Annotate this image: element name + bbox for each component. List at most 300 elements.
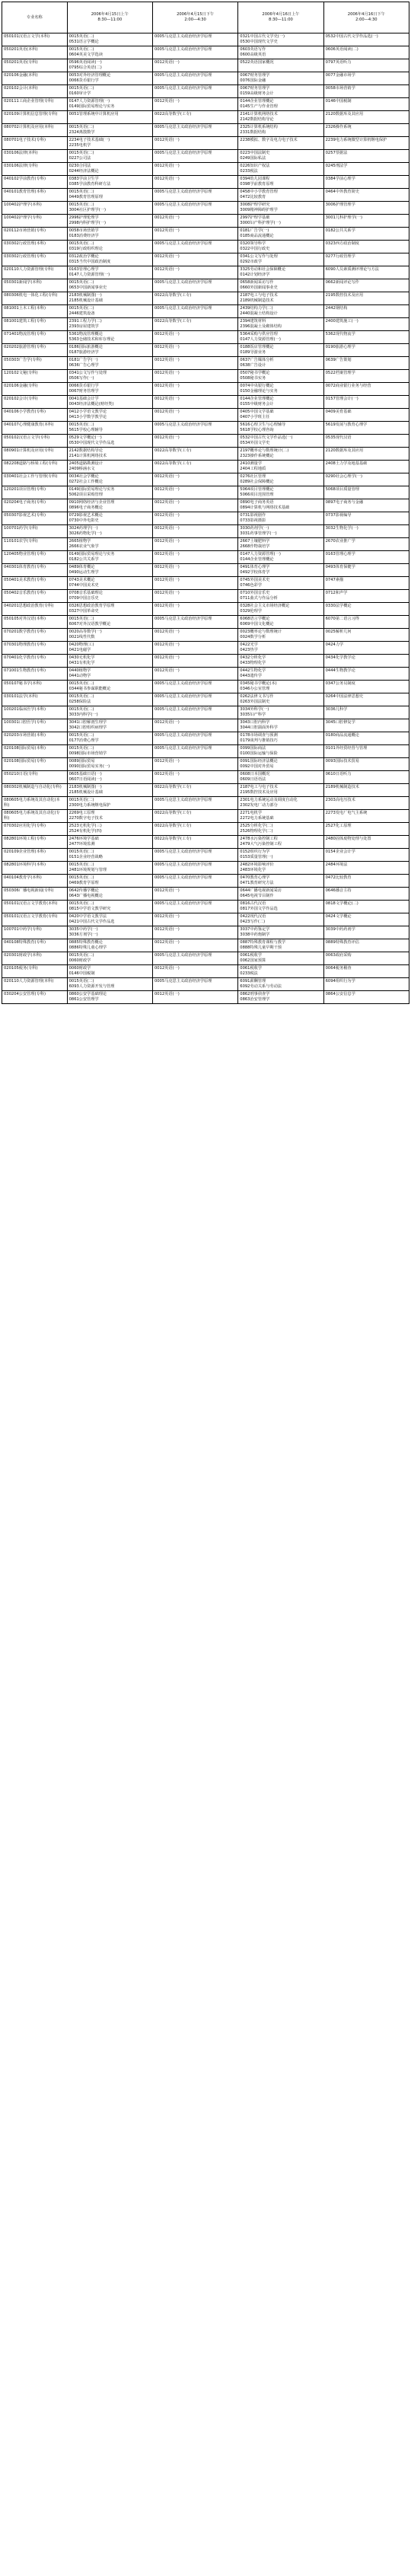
exam-course-cell: 0005马克思主义政治经济学原理 bbox=[152, 693, 237, 706]
table-row bbox=[2, 85, 409, 98]
exam-course-cell: 3030药剂学(一) 3031药事管理学(一) bbox=[238, 525, 323, 538]
exam-course-cell: 0444生物教学论 bbox=[323, 668, 409, 681]
major-name-cell: 030101法学(本科) bbox=[2, 693, 68, 706]
table-row bbox=[2, 693, 409, 706]
exam-course-cell: 0015英语(二) 0177消费心理学 bbox=[67, 732, 152, 745]
exam-course-cell: 2120数据库及其应用 bbox=[323, 448, 409, 461]
exam-course-cell: 0321中国古代文学史(一) 0530中国现代文学史 bbox=[238, 33, 323, 46]
exam-course-cell: 0015英语(二) 0060财政学 bbox=[67, 952, 152, 965]
exam-course-cell: 0022高等数学(工专) bbox=[152, 292, 237, 305]
exam-schedule-sheet bbox=[2, 2, 409, 1004]
exam-course-cell: 0022高等数学(工专) bbox=[152, 810, 237, 823]
exam-course-cell: 0012英语(一) bbox=[152, 939, 237, 952]
exam-course-cell: 0464中外教育简史 bbox=[323, 189, 409, 202]
exam-course-cell: 0440植物学 0441动物学 bbox=[67, 668, 152, 681]
exam-course-cell: 0058市场营销学 0183消费经济学 bbox=[67, 228, 152, 241]
exam-course-cell: 0022高等数学(工专) bbox=[152, 461, 237, 473]
table-row bbox=[2, 771, 409, 784]
major-name-cell: 050201英语(专科) bbox=[2, 59, 68, 72]
major-name-cell: 030106法律(本科) bbox=[2, 150, 68, 163]
exam-course-cell: 0147人力资源管理(一) 0149国际贸易理论与实务 bbox=[67, 98, 152, 111]
exam-course-cell: 2482环境影响评价 2483环境化学 bbox=[238, 862, 323, 875]
exam-course-cell: 0710外国音乐史 0711曲式与作品分析 bbox=[238, 590, 323, 603]
exam-course-cell: 2142数据结构导论 2141计算机网络技术 bbox=[67, 448, 152, 461]
major-name-cell: 050201英语(本科) bbox=[2, 46, 68, 59]
major-name-cell: 030106法律(专科) bbox=[2, 163, 68, 176]
exam-course-cell: 3325劳动和社会保障概论 0142计划经济学 bbox=[238, 266, 323, 279]
exam-course-cell: 6090人员素质测评理论与方法 bbox=[323, 266, 409, 279]
exam-course-cell: 0320领导科学 0322中国行政史 bbox=[238, 241, 323, 253]
table-row bbox=[2, 215, 409, 228]
major-name-cell: 100402护理学(本科) bbox=[2, 202, 68, 215]
exam-course-cell: 0015英语(二) 0227公司法 bbox=[67, 150, 152, 163]
exam-course-cell: 0005马克思主义政治经济学原理 bbox=[152, 241, 237, 253]
exam-course-cell: 0051管理系统中计算机应用 bbox=[67, 111, 152, 124]
exam-course-cell: 5361物流管理概论 5363仓储技术和库存理论 bbox=[67, 331, 152, 344]
exam-course-cell: 0330法学概论 bbox=[323, 603, 409, 616]
table-row bbox=[2, 473, 409, 486]
exam-course-cell: 0015英语(二) 3004社区护理学(一) bbox=[67, 202, 152, 215]
major-name-cell: 050306广播电视新闻(专科) bbox=[2, 888, 68, 901]
exam-course-cell: 0012英语(一) bbox=[152, 888, 237, 901]
exam-course-cell: 0012英语(一) bbox=[152, 629, 237, 642]
exam-course-cell: 0093国际技术贸易 bbox=[323, 758, 409, 771]
exam-course-cell: 0605基础日语(一) 0607日语阅读(一) bbox=[67, 771, 152, 784]
exam-course-cell: 2271电机学 2272电力系统基础 bbox=[238, 810, 323, 823]
major-name-cell: 020202旅游管理(专科) bbox=[2, 344, 68, 357]
exam-course-cell: 0074中央银行概论 0150金融理论与实务 bbox=[238, 383, 323, 396]
table-row bbox=[2, 357, 409, 370]
table-row bbox=[2, 706, 409, 719]
exam-course-cell: 0012英语(一) bbox=[152, 603, 237, 616]
table-row bbox=[2, 978, 409, 991]
exam-course-cell: 2527化工原理 bbox=[323, 823, 409, 836]
table-row bbox=[2, 59, 409, 72]
major-name-cell: 030302行政管理(本科) bbox=[2, 241, 68, 253]
major-name-cell: 050303广告学(专科) bbox=[2, 357, 68, 370]
exam-course-cell: 0816古代汉语 0817外国文学作品选 bbox=[238, 901, 323, 913]
exam-course-cell: 3036儿科学 bbox=[323, 706, 409, 719]
exam-course-cell: 2325计算机系统结构 2331数据结构 bbox=[238, 124, 323, 137]
exam-course-cell: 2234电子技术基础(一) 2235电机学 bbox=[67, 137, 152, 150]
exam-course-cell: 0326思想政治教育学原理 0327中国革命史 bbox=[67, 603, 152, 616]
exam-course-cell: 2996护理伦理学 2998内科护理学(一) bbox=[67, 215, 152, 228]
exam-course-cell: 0532中国古代文学作品选(一) 0534外国文学史 bbox=[238, 435, 323, 448]
exam-course-cell: 0424力学 bbox=[323, 642, 409, 655]
exam-course-cell: 0743美术概论 0744中国美术史 bbox=[67, 577, 152, 590]
exam-course-cell: 0149国际贸易理论与实务 0182公共关系学 bbox=[67, 551, 152, 564]
exam-course-cell: 0712和声学 bbox=[323, 590, 409, 603]
major-name-cell: 050301新闻学(本科) bbox=[2, 279, 68, 292]
exam-course-cell: 0015英语(二) 5615学校心理辅导 bbox=[67, 422, 152, 435]
table-row bbox=[2, 629, 409, 642]
exam-course-cell: 0190旅游心理学 bbox=[323, 344, 409, 357]
table-row bbox=[2, 124, 409, 137]
exam-course-cell: 0146中国税制 bbox=[323, 98, 409, 111]
major-name-cell: 050101汉语言文学教育(本科) bbox=[2, 901, 68, 913]
exam-course-cell: 0277行政管理学 bbox=[323, 253, 409, 266]
exam-course-cell: 0507秘书学概论 0508秘书实务 bbox=[238, 370, 323, 383]
exam-course-cell: 0347公务员制度 bbox=[323, 681, 409, 693]
table-row bbox=[2, 344, 409, 357]
table-row bbox=[2, 926, 409, 939]
major-name-cell: 070201数学教育(专科) bbox=[2, 629, 68, 642]
exam-course-cell: 0422现代汉语 0423写作(二) bbox=[238, 913, 323, 926]
exam-course-cell: 2525分析化学(二) 2526物理化学(二) bbox=[238, 823, 323, 836]
exam-course-cell: 0603英语写作 0600高级英语 bbox=[238, 46, 323, 59]
table-row bbox=[2, 888, 409, 901]
exam-course-cell: 0522档案管理学 bbox=[323, 370, 409, 383]
exam-course-cell: 2301电力系统远动及调度自动化 2302发电厂动力部分 bbox=[238, 797, 323, 810]
exam-course-cell: 0144企业管理概论 0145生产与作业管理 bbox=[238, 98, 323, 111]
table-row bbox=[2, 383, 409, 396]
major-name-cell: 040301体育教育(专科) bbox=[2, 564, 68, 577]
exam-course-cell: 2391工程力学(二) 2393房屋建筑学 bbox=[67, 318, 152, 331]
table-row bbox=[2, 538, 409, 551]
table-row bbox=[2, 719, 409, 732]
table-row bbox=[2, 642, 409, 655]
major-name-cell: 081001土木工程(本科) bbox=[2, 305, 68, 318]
exam-course-cell: 0067财务管理学 0159高级财务会计 bbox=[238, 85, 323, 98]
exam-course-cell: 0060财政学 0146中国税制 bbox=[67, 965, 152, 978]
exam-course-cell: 0015英语(二) 0319行政组织理论 bbox=[67, 241, 152, 253]
exam-course-cell: 0747素描 bbox=[323, 577, 409, 590]
major-name-cell: 020112市场营销(专科) bbox=[2, 228, 68, 241]
exam-course-cell: 0897电子商务与金融 bbox=[323, 499, 409, 512]
exam-course-cell: 0430无机化学 0431有机化学 bbox=[67, 655, 152, 668]
major-name-cell: 080901计算机及应用(专科) bbox=[2, 448, 68, 461]
exam-schedule-table bbox=[2, 2, 409, 1004]
table-row bbox=[2, 836, 409, 849]
exam-course-cell: 0262法律文书写作 0263外国法制史 bbox=[238, 693, 323, 706]
exam-course-cell: 0731影视剧作 0733影视摄影 bbox=[238, 512, 323, 525]
exam-course-cell: 0005马克思主义政治经济学原理 bbox=[152, 849, 237, 862]
exam-course-cell: 0860公安学基础理论 0861公安管理学 bbox=[67, 991, 152, 1004]
major-name-cell: 020204电子商务(专科) bbox=[2, 499, 68, 512]
major-name-cell: 040106小学教育(专科) bbox=[2, 409, 68, 422]
exam-course-cell: 3037中药鉴定学 3038中药炮制学 bbox=[238, 926, 323, 939]
exam-course-cell: 0005马克思主义政治经济学原理 bbox=[152, 422, 237, 435]
header-session-2: 2006年4月15日下午 2:00—4:30 bbox=[152, 2, 237, 33]
exam-course-cell: 3001儿科护理学(一) bbox=[323, 215, 409, 228]
major-name-cell: 050210日语(专科) bbox=[2, 771, 68, 784]
exam-course-cell: 0157管理会计(一) bbox=[323, 396, 409, 409]
exam-course-cell: 2269电工原理 2270数字电子技术 bbox=[67, 810, 152, 823]
exam-course-cell: 3041口腔解剖生理学 3042口腔组织病理学 bbox=[67, 719, 152, 732]
exam-course-cell: 2400建筑施工(一) bbox=[323, 318, 409, 331]
exam-course-cell: 2303高电压技术 bbox=[323, 797, 409, 810]
exam-course-cell: 0015英语(二) 0469教育学原理 bbox=[67, 875, 152, 888]
exam-course-cell: 0015英语(二) 0344秘书参谋职能概论 bbox=[67, 681, 152, 693]
exam-course-cell: 0012英语(一) bbox=[152, 215, 237, 228]
exam-course-cell: 2670农业推广学 bbox=[323, 538, 409, 551]
exam-course-cell: 0089国际贸易 0090国际贸易实务(一) bbox=[67, 758, 152, 771]
exam-course-cell: 0015英语(二) 0160审计学 bbox=[67, 85, 152, 98]
major-name-cell: 020108国际贸易(本科) bbox=[2, 745, 68, 758]
table-row bbox=[2, 810, 409, 823]
table-row bbox=[2, 681, 409, 693]
exam-course-cell: 3032生物化学(一) bbox=[323, 525, 409, 538]
exam-course-cell: 3006护理管理学 bbox=[323, 202, 409, 215]
exam-course-cell: 6070第二语言习得 bbox=[323, 616, 409, 629]
exam-course-cell: 0015英语(二) 2300电力系统继电保护 bbox=[67, 797, 152, 810]
exam-course-cell: 3045口腔修复学 bbox=[323, 719, 409, 732]
exam-course-cell: 0005马克思主义政治经济学原理 bbox=[152, 616, 237, 629]
table-row bbox=[2, 551, 409, 564]
major-name-cell: 020110人力资源管理(本科) bbox=[2, 978, 68, 991]
table-row bbox=[2, 952, 409, 965]
exam-course-cell: 0290社会心理学(一) bbox=[323, 473, 409, 486]
major-name-cell: 100301口腔医学(专科) bbox=[2, 719, 68, 732]
header-session-3: 2006年4月16日上午 8:30—11:00 bbox=[238, 2, 323, 33]
exam-course-cell: 0864公安信息学 bbox=[323, 991, 409, 1004]
exam-course-cell: 0015英语(二) 0258保险法 bbox=[67, 693, 152, 706]
table-row bbox=[2, 266, 409, 279]
table-row bbox=[2, 939, 409, 952]
exam-course-cell: 0662新闻评论写作 bbox=[323, 279, 409, 292]
major-name-cell: 080701电子技术(专科) bbox=[2, 137, 68, 150]
exam-course-cell: 2183机械制图(一) 2185机械设计基础 bbox=[67, 784, 152, 797]
major-name-cell: 050102汉语言文学(专科) bbox=[2, 435, 68, 448]
exam-course-cell: 2187电工与电子技术 2189机械制造技术 bbox=[238, 292, 323, 305]
exam-course-cell: 0012英语(一) bbox=[152, 473, 237, 486]
table-row bbox=[2, 875, 409, 888]
table-header-row bbox=[2, 2, 409, 33]
table-row bbox=[2, 461, 409, 473]
exam-course-cell: 0005马克思主义政治经济学原理 bbox=[152, 189, 237, 202]
header-session-1: 2006年4月15日上午 8:30—11:00 bbox=[67, 2, 152, 33]
exam-course-cell: 5616心理卫生与心理辅导 5618学校心理咨询 bbox=[238, 422, 323, 435]
major-name-cell: 020203市场营销(本科) bbox=[2, 732, 68, 745]
major-name-cell: 020102会计(本科) bbox=[2, 85, 68, 98]
exam-course-cell: 0394幼儿园课程 0398学前教育原理 bbox=[238, 176, 323, 189]
table-row bbox=[2, 745, 409, 758]
major-name-cell: 120201项目管理(专科) bbox=[2, 486, 68, 499]
table-row bbox=[2, 305, 409, 318]
exam-course-cell: 0012英语(一) bbox=[152, 383, 237, 396]
major-name-cell: 030204公安管理(专科) bbox=[2, 991, 68, 1004]
exam-course-cell: 0012英语(一) bbox=[152, 525, 237, 538]
exam-course-cell: 0022高等数学(工专) bbox=[152, 836, 237, 849]
exam-course-cell: 0012英语(一) bbox=[152, 590, 237, 603]
major-name-cell: 100402护理学(专科) bbox=[2, 215, 68, 228]
exam-course-cell: 2141计算机网络技术 2142数据结构导论 bbox=[238, 111, 323, 124]
exam-course-cell: 0012英语(一) bbox=[152, 642, 237, 655]
exam-course-cell: 3039中药药剂学 bbox=[323, 926, 409, 939]
exam-course-cell: 0025解析几何 bbox=[323, 629, 409, 642]
exam-course-cell: 0012英语(一) bbox=[152, 926, 237, 939]
exam-course-cell: 0005马克思主义政治经济学原理 bbox=[152, 875, 237, 888]
major-name-cell: 082208道路与桥梁工程(专科) bbox=[2, 461, 68, 473]
exam-course-cell: 2197概率论与数理统计(二) 2323操作系统概论 bbox=[238, 448, 323, 461]
table-row bbox=[2, 228, 409, 241]
table-row bbox=[2, 668, 409, 681]
major-name-cell: 080605电力系统及其自动化(专科) bbox=[2, 810, 68, 823]
exam-course-cell: 3008护理学研究 3009精神障碍护理学 bbox=[238, 202, 323, 215]
exam-course-cell: 2484环境法 bbox=[323, 862, 409, 875]
exam-course-cell: 0257票据法 bbox=[323, 150, 409, 163]
exam-course-cell: 0015英语(二) 3033内科学(一) bbox=[67, 706, 152, 719]
exam-course-cell: 0012英语(一) bbox=[152, 991, 237, 1004]
exam-course-cell: 0862刑事侦查学 0863治安管理学 bbox=[238, 991, 323, 1004]
exam-course-cell: 0012英语(一) bbox=[152, 137, 237, 150]
exam-course-cell: 0405中国文学基础 0407小学班主任 bbox=[238, 409, 323, 422]
exam-course-cell: 0384学前心理学 bbox=[323, 176, 409, 189]
table-row bbox=[2, 577, 409, 590]
exam-course-cell: 0144企业管理概论 0155中级财务会计 bbox=[238, 396, 323, 409]
table-row bbox=[2, 525, 409, 538]
exam-course-cell: 0101外经贸经营与管理 bbox=[323, 745, 409, 758]
major-name-cell: 020105税务(专科) bbox=[2, 965, 68, 978]
exam-course-cell: 0005马克思主义政治经济学原理 bbox=[152, 202, 237, 215]
exam-course-cell: 0041基础会计学 0043经济法概论(财经类) bbox=[67, 396, 152, 409]
exam-course-cell: 0015英语(二) 0449教育管理原理 bbox=[67, 189, 152, 202]
major-name-cell: 071401物流管理(专科) bbox=[2, 331, 68, 344]
exam-course-cell: 0005马克思主义政治经济学原理 bbox=[152, 862, 237, 875]
exam-course-cell: 0023概率论与数理统计 0024数学分析 bbox=[238, 629, 323, 642]
major-name-cell: 082801环境科学(本科) bbox=[2, 862, 68, 875]
major-name-cell: 050401美术教育(专科) bbox=[2, 577, 68, 590]
major-name-cell: 070302应用化学(专科) bbox=[2, 823, 68, 836]
table-row bbox=[2, 616, 409, 629]
table-row bbox=[2, 98, 409, 111]
major-name-cell: 100701药学(专科) bbox=[2, 525, 68, 538]
exam-course-cell: 0245刑法学 bbox=[323, 163, 409, 176]
exam-course-cell: 0230合同法 0244经济法概论 bbox=[67, 163, 152, 176]
exam-course-cell: 0188饭店管理概论 0189导游业务 bbox=[238, 344, 323, 357]
exam-course-cell: 0012英语(一) bbox=[152, 538, 237, 551]
exam-course-cell: 0012英语(一) bbox=[152, 331, 237, 344]
exam-course-cell: 0066货币银行学 0067财务管理学 bbox=[67, 383, 152, 396]
exam-course-cell: 0005马克思主义政治经济学原理 bbox=[152, 732, 237, 745]
exam-course-cell: 0596英语阅读(一) 0795综合英语(二) bbox=[67, 59, 152, 72]
exam-course-cell: 0012英语(一) bbox=[152, 357, 237, 370]
major-name-cell: 040201思想政治教育(专科) bbox=[2, 603, 68, 616]
exam-course-cell: 0005马克思主义政治经济学原理 bbox=[152, 33, 237, 46]
exam-course-cell: 0178市场调查与预测 0179谈判与推销技巧 bbox=[238, 732, 323, 745]
exam-course-cell: 0422光学 0423热学 bbox=[238, 642, 323, 655]
table-row bbox=[2, 422, 409, 435]
exam-course-cell: 0409美育基础 bbox=[323, 409, 409, 422]
major-name-cell: 070401化学教育(专科) bbox=[2, 655, 68, 668]
exam-course-cell: 0610日语听力 bbox=[323, 771, 409, 784]
exam-course-cell: 0493体育保健学 bbox=[323, 564, 409, 577]
exam-course-cell: 0005马克思主义政治经济学原理 bbox=[152, 124, 237, 137]
exam-course-cell: 0012英语(一) bbox=[152, 266, 237, 279]
table-row bbox=[2, 409, 409, 422]
exam-course-cell: 0341公文写作与处理 0292市政学 bbox=[238, 253, 323, 266]
major-name-cell: 020109计算机信息管理(专科) bbox=[2, 111, 68, 124]
exam-course-cell: 0885特殊教育概论 0886特殊儿童心理学 bbox=[67, 939, 152, 952]
exam-course-cell: 0491体育心理学 0492学校体育学 bbox=[238, 564, 323, 577]
exam-course-cell: 0015英语(二) 0653中国新闻事业史 bbox=[67, 279, 152, 292]
exam-course-cell: 0328社会主义市场经济概论 0329伦理学 bbox=[238, 603, 323, 616]
table-row bbox=[2, 486, 409, 499]
exam-course-cell: 0637广告媒体分析 0638广告设计 bbox=[238, 357, 323, 370]
major-name-cell: 070301物理教育(专科) bbox=[2, 642, 68, 655]
exam-course-cell: 0182公共关系学 bbox=[323, 228, 409, 241]
major-name-cell: 040101教育管理(本科) bbox=[2, 189, 68, 202]
major-name-cell: 050101汉语言文学教育(专科) bbox=[2, 913, 68, 926]
exam-course-cell: 0012英语(一) bbox=[152, 965, 237, 978]
exam-course-cell: 0420中学语文教学法 0421中国古代文学作品选 bbox=[67, 913, 152, 926]
exam-course-cell: 0005马克思主义政治经济学原理 bbox=[152, 706, 237, 719]
table-row bbox=[2, 901, 409, 913]
table-row bbox=[2, 448, 409, 461]
major-name-cell: 050307影视艺术(专科) bbox=[2, 512, 68, 525]
exam-course-cell: 0012英语(一) bbox=[152, 228, 237, 241]
exam-course-cell: 6094组织行为学 bbox=[323, 978, 409, 991]
exam-course-cell: 0067财务管理学 0076国际金融 bbox=[238, 72, 323, 85]
major-name-cell: 020106金融(专科) bbox=[2, 383, 68, 396]
exam-course-cell: 0658新闻采访写作 0660外国新闻事业史 bbox=[238, 279, 323, 292]
major-name-cell: 020301财政学(本科) bbox=[2, 952, 68, 965]
table-row bbox=[2, 435, 409, 448]
major-name-cell: 020110人力资源管理(专科) bbox=[2, 266, 68, 279]
major-name-cell: 050107秘书学(本科) bbox=[2, 681, 68, 693]
exam-course-cell: 0470教育心理学 0471教育研究方法 bbox=[238, 875, 323, 888]
exam-course-cell: 0420物理(工) 0421电磁学 bbox=[67, 642, 152, 655]
major-name-cell: 020108国际贸易(专科) bbox=[2, 758, 68, 771]
major-name-cell: 050402音乐教育(专科) bbox=[2, 590, 68, 603]
exam-course-cell: 0005马克思主义政治经济学原理 bbox=[152, 681, 237, 693]
exam-course-cell: 0737影视编导 bbox=[323, 512, 409, 525]
exam-course-cell: 0061税收学 0062国家预算 bbox=[238, 952, 323, 965]
exam-course-cell: 2405道路勘测设计 2409桥涵水文 bbox=[67, 461, 152, 473]
exam-course-cell: 0012英语(一) bbox=[152, 409, 237, 422]
exam-course-cell: 0522英语国家概况 bbox=[238, 59, 323, 72]
exam-course-cell: 0323西方政治制度 bbox=[323, 241, 409, 253]
exam-course-cell: 3035中药学(一) 3036方剂学(一) bbox=[67, 926, 152, 939]
table-row bbox=[2, 279, 409, 292]
exam-course-cell: 2667土壤肥料学 2668作物栽培学 bbox=[238, 538, 323, 551]
exam-course-cell: 0181广告学(一) 0185商品流通概论 bbox=[238, 228, 323, 241]
exam-course-cell: 0012英语(一) bbox=[152, 655, 237, 668]
major-name-cell: 100201临床医学(本科) bbox=[2, 706, 68, 719]
table-row bbox=[2, 965, 409, 978]
exam-course-cell: 6068语言学概论 6069中国文化概论 bbox=[238, 616, 323, 629]
exam-course-cell: 0012英语(一) bbox=[152, 435, 237, 448]
exam-course-cell: 0005马克思主义政治经济学原理 bbox=[152, 901, 237, 913]
exam-course-cell: 0022高等数学(工专) bbox=[152, 784, 237, 797]
exam-course-cell: 2665植物学 2666农业气象学 bbox=[67, 538, 152, 551]
exam-course-cell: 0012英语(一) bbox=[152, 551, 237, 564]
table-row bbox=[2, 331, 409, 344]
table-row bbox=[2, 189, 409, 202]
exam-course-cell: 0412小学语文教学论 0413小学数学教学论 bbox=[67, 409, 152, 422]
exam-course-cell: 0186国际旅游概论 0187旅游经济学 bbox=[67, 344, 152, 357]
exam-course-cell: 2439结构力学(二) 2440混凝土结构设计 bbox=[238, 305, 323, 318]
exam-course-cell: 0012英语(一) bbox=[152, 176, 237, 189]
exam-course-cell: 0022高等数学(工专) bbox=[152, 823, 237, 836]
exam-course-cell: 0532中国古代文学作品选(一) bbox=[323, 33, 409, 46]
exam-course-cell: 0489体育概论 0490运动生理学 bbox=[67, 564, 152, 577]
major-name-cell: 020106金融(本科) bbox=[2, 72, 68, 85]
exam-course-cell: 0910网络经济与企业管理 0896电子商务概论 bbox=[67, 499, 152, 512]
table-row bbox=[2, 137, 409, 150]
exam-course-cell: 0012英语(一) bbox=[152, 486, 237, 499]
table-row bbox=[2, 176, 409, 189]
exam-course-cell: 0012英语(一) bbox=[152, 758, 237, 771]
exam-course-cell: 0012英语(一) bbox=[152, 913, 237, 926]
exam-course-cell: 0015英语(二) 6093人力资源开发与管理 bbox=[67, 978, 152, 991]
major-name-cell: 020111工商企业管理(专科) bbox=[2, 98, 68, 111]
exam-course-cell: 0147人力资源管理(一) 0144企业管理概论 bbox=[238, 551, 323, 564]
table-row bbox=[2, 823, 409, 836]
exam-course-cell: 2476环境学基础 2477环境监测 bbox=[67, 836, 152, 849]
table-row bbox=[2, 732, 409, 745]
exam-course-cell: 3043口腔内科学 3044口腔颌面外科学 bbox=[238, 719, 323, 732]
